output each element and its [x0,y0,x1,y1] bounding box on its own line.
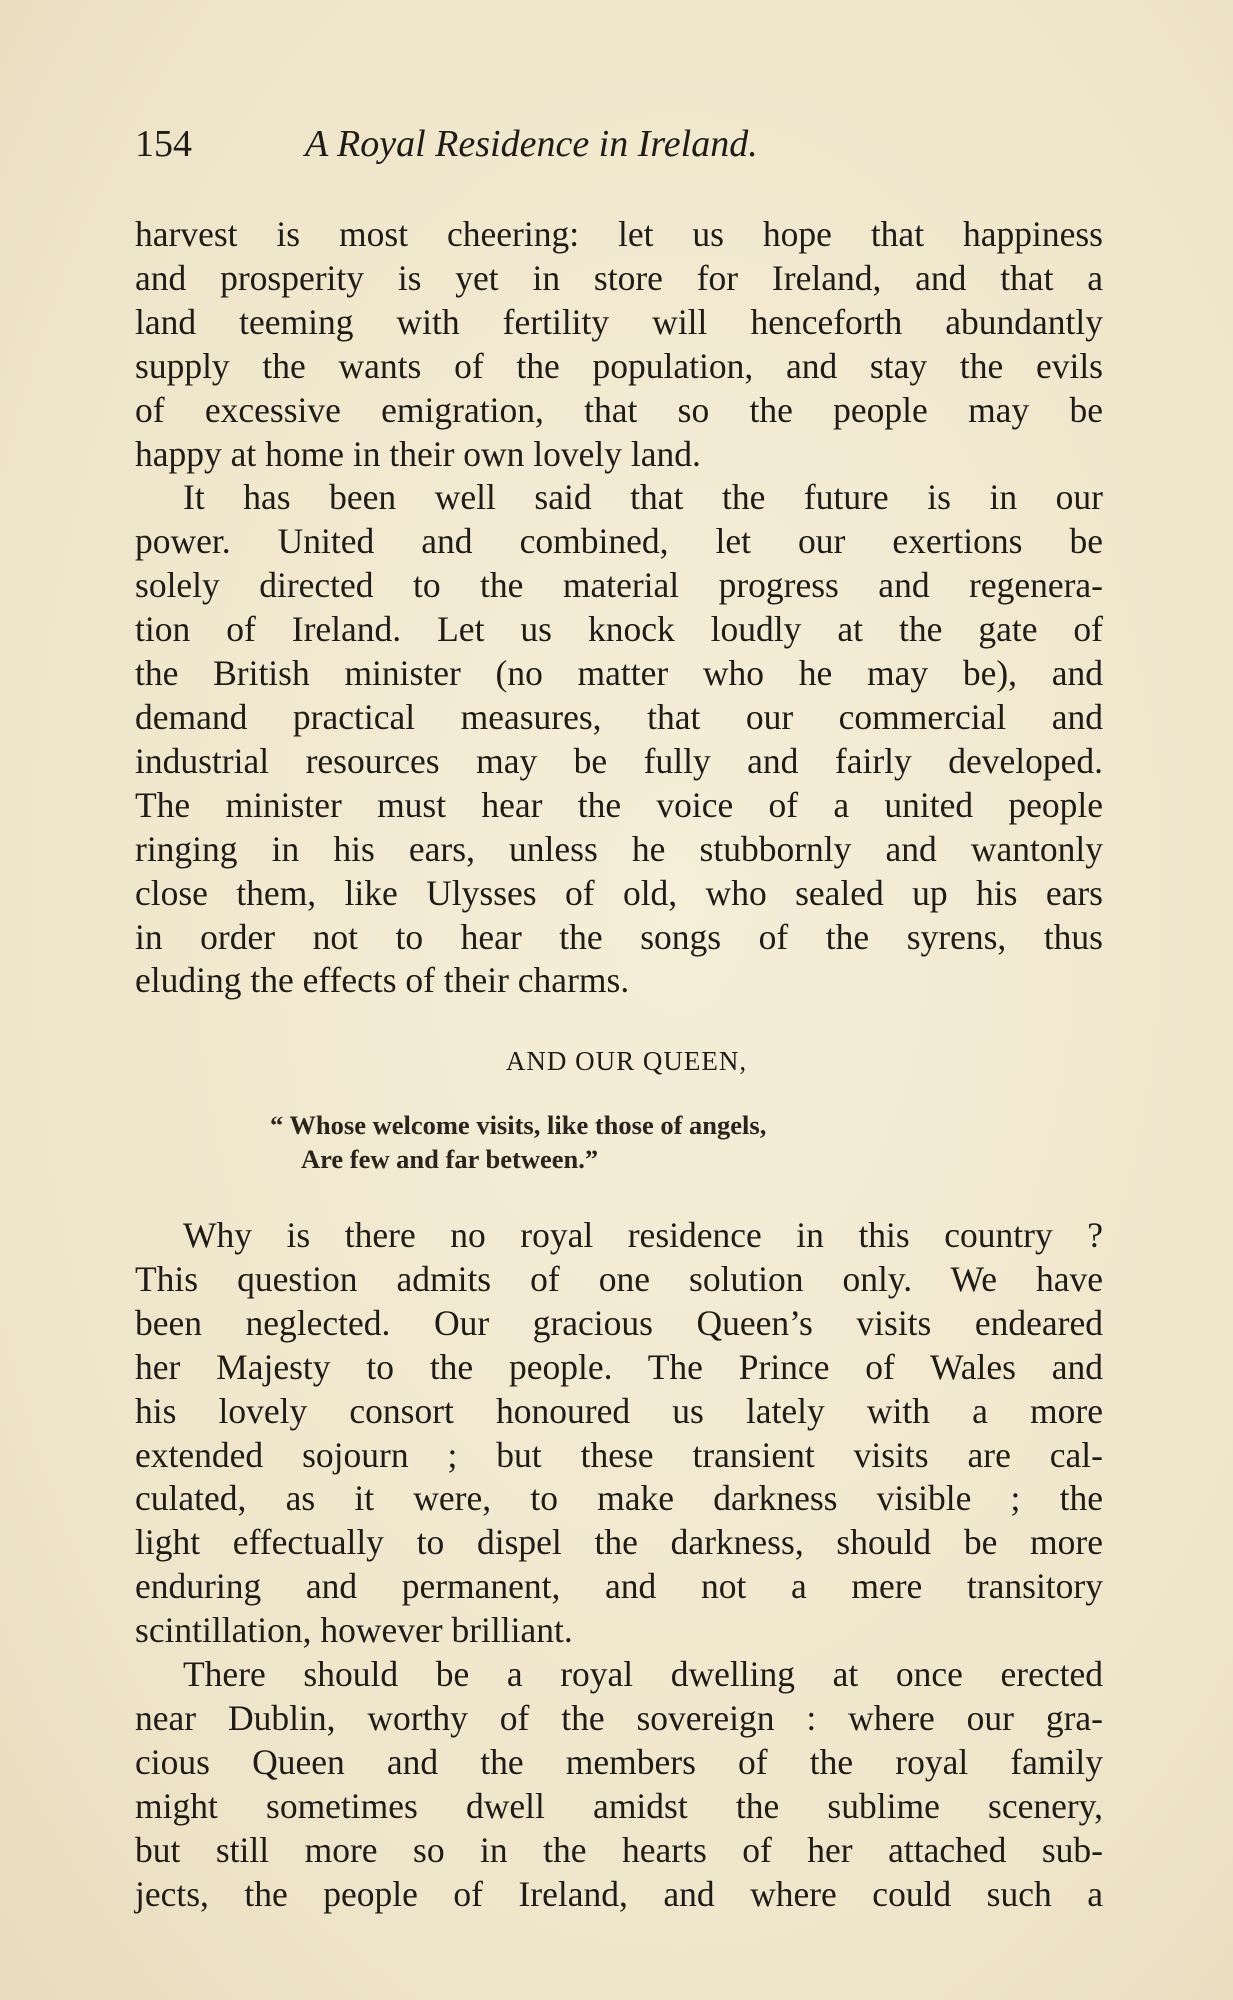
text-line: light effectually to dispel the darkness, should be more [135,1522,1103,1563]
text-line: close them, like Ulysses of old, who sealed up his ears [135,872,1103,913]
text-line: near Dublin, worthy of the sovereign : where our gra- [135,1697,1103,1738]
page-number: 154 [135,123,192,165]
page-header [135,122,1115,172]
text-line: eluding the effects of their charms. [135,960,630,1001]
running-title: A Royal Residence in Ireland. [305,123,758,165]
paragraph-harvest [135,213,1103,476]
text-line: industrial resources may be fully and fairly developed. [135,740,1103,781]
section-heading [0,1046,1233,1077]
epigraph-quote [270,1108,766,1176]
text-line: might sometimes dwell amidst the sublime scenery, [135,1785,1103,1826]
text-line: but still more so in the hearts of her attached sub- [135,1829,1103,1870]
text-line: jects, the people of Ireland, and where could such a [135,1873,1103,1914]
epigraph-line: Are few and far between.” [301,1144,599,1174]
body-text-bottom [135,1214,1103,1917]
paragraph-royal-dwelling [135,1653,1103,1916]
text-line: demand practical measures, that our commercial and [135,696,1103,737]
text-line: his lovely consort honoured us lately with a more [135,1390,1103,1431]
text-line: and prosperity is yet in store for Ireland, and that a [135,257,1103,298]
text-line: extended sojourn ; but these transient visits are cal- [135,1434,1103,1475]
text-line: the British minister (no matter who he may be), and [135,653,1103,694]
epigraph-line: “ Whose welcome visits, like those of angels, [270,1110,767,1140]
text-line: enduring and permanent, and not a mere transitory [135,1566,1103,1607]
text-line: tion of Ireland. Let us knock loudly at the gate of [135,609,1103,650]
paragraph-royal-residence [135,1214,1103,1653]
section-heading-text: AND OUR QUEEN, [505,1046,748,1076]
text-line: It has been well said that the future is in our [183,477,1103,518]
text-line: scintillation, however brilliant. [135,1610,573,1651]
paragraph-future [135,476,1103,1003]
text-line: power. United and combined, let our exertions be [135,521,1103,562]
text-line: cious Queen and the members of the royal family [135,1741,1103,1782]
text-line: solely directed to the material progress and regenera- [135,565,1103,606]
text-line: supply the wants of the population, and stay the evils [135,345,1103,386]
text-line: her Majesty to the people. The Prince of Wales and [135,1346,1103,1387]
text-line: been neglected. Our gracious Queen’s visits endeared [135,1302,1103,1343]
text-line: This question admits of one solution only. We have [135,1258,1103,1299]
text-line: land teeming with fertility will henceforth abundantly [135,301,1103,342]
text-line: The minister must hear the voice of a united people [135,784,1103,825]
text-line: in order not to hear the songs of the syrens, thus [135,916,1103,957]
text-line: of excessive emigration, that so the people may be [135,389,1103,430]
text-line: ringing in his ears, unless he stubbornly and wantonly [135,828,1103,869]
text-line: Why is there no royal residence in this country ? [183,1215,1103,1255]
body-text-top [135,213,1103,1003]
text-line: There should be a royal dwelling at once erected [183,1654,1103,1695]
text-line: culated, as it were, to make darkness visible ; the [135,1478,1103,1519]
text-line: harvest is most cheering: let us hope that happiness [135,214,1103,254]
text-line: happy at home in their own lovely land. [135,433,701,474]
